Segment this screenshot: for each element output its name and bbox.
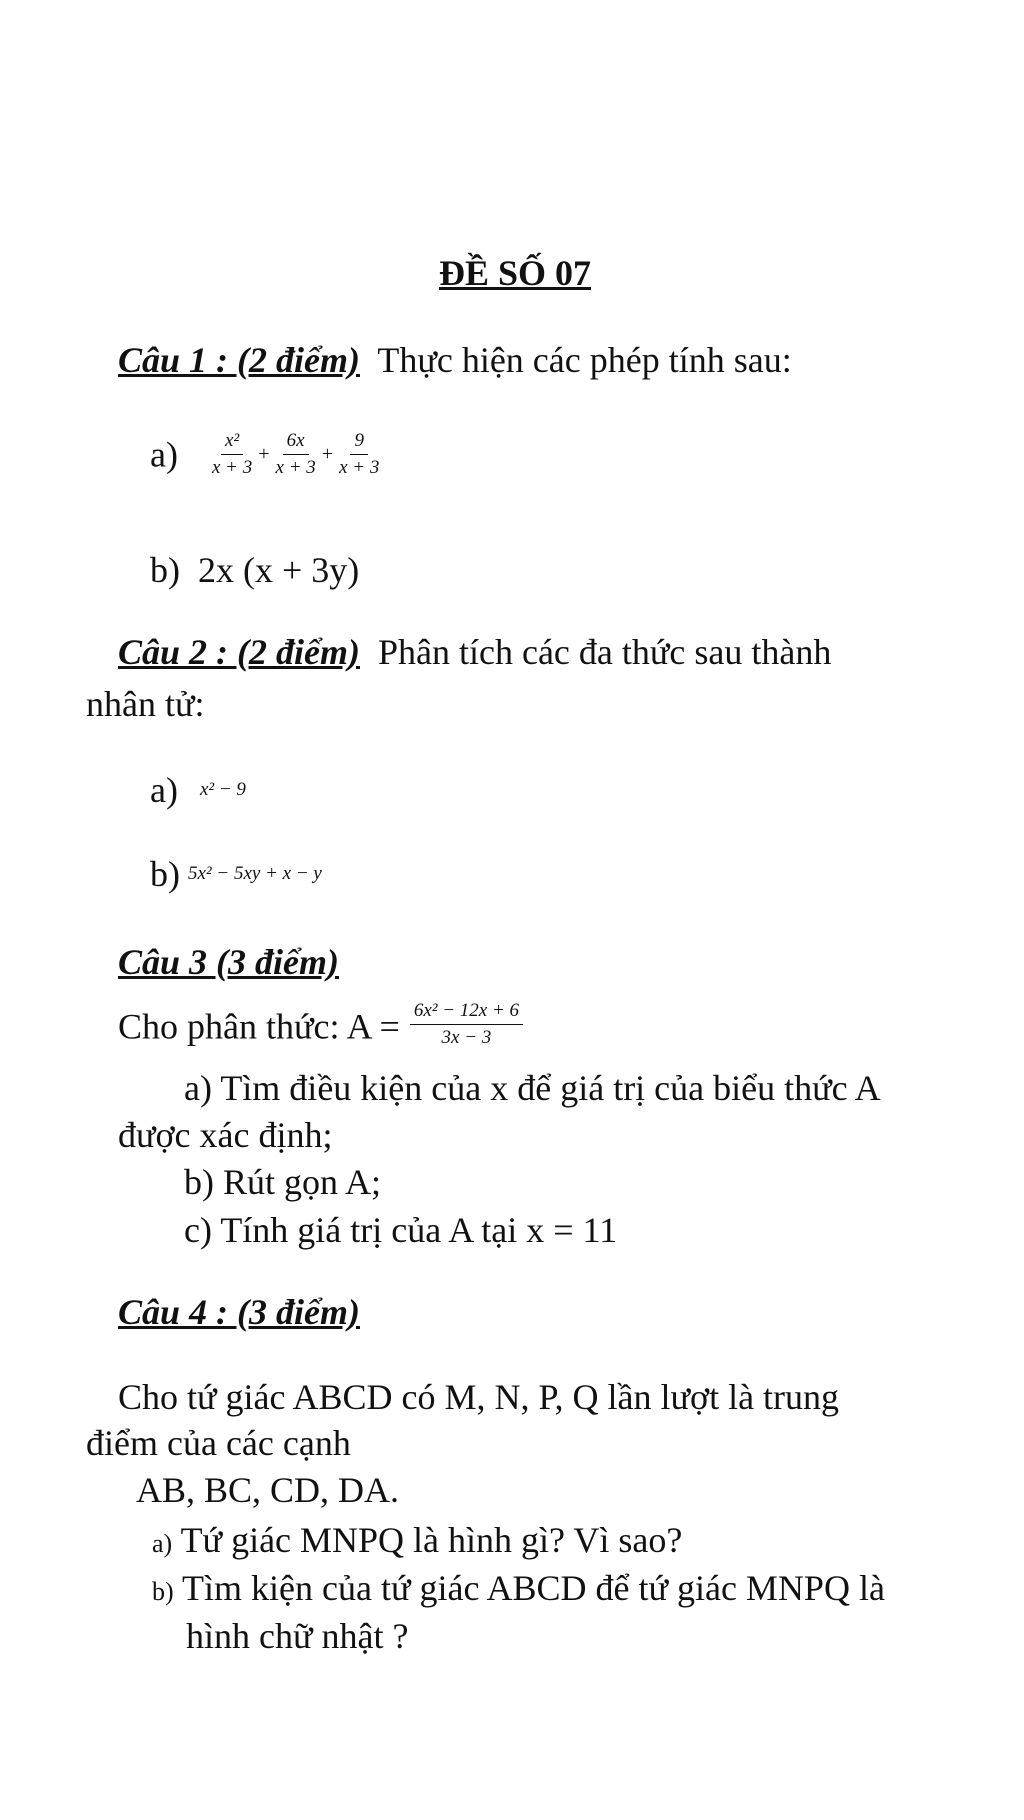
q3b-text: b) Rút gọn A; — [184, 1162, 382, 1202]
fraction-denominator: x + 3 — [339, 456, 380, 478]
q4b-text-line1: Tìm kiện của tứ giác ABCD để tứ giác MNPQ là — [182, 1568, 885, 1608]
fraction-denominator: x + 3 — [275, 456, 316, 478]
q2a-label: a) — [150, 770, 178, 810]
question-3-heading — [118, 940, 339, 984]
q1a-fraction-3 — [335, 430, 383, 479]
question-2b — [150, 852, 322, 896]
question-4-heading-text: Câu 4 : (3 điểm) — [118, 1292, 360, 1332]
fraction-numerator: 6x² − 12x + 6 — [410, 1000, 523, 1025]
question-2a — [150, 768, 246, 812]
q2b-label: b) — [150, 854, 180, 894]
fraction-denominator: 3x − 3 — [441, 1026, 492, 1048]
q4b-text-line2: hình chữ nhật ? — [186, 1616, 409, 1656]
q3a-line2: được xác định; — [118, 1115, 333, 1155]
fraction-denominator: x + 3 — [211, 456, 253, 478]
q3c-text: c) Tính giá trị của A tại x = 11 — [184, 1210, 618, 1250]
question-1-heading: Câu 1 : (2 điểm) — [118, 340, 360, 380]
q4a-text: Tứ giác MNPQ là hình gì? Vì sao? — [180, 1520, 683, 1560]
question-2-heading: Câu 2 : (2 điểm) — [118, 632, 360, 672]
plus-sign: + — [321, 442, 334, 465]
q3a-line1: a) Tìm điều kiện của x để giá trị của biểu thức A — [184, 1068, 881, 1108]
question-3-intro — [118, 1000, 523, 1049]
q1a-fraction-2 — [272, 430, 320, 479]
q3-fraction — [410, 1000, 523, 1049]
question-4a — [152, 1518, 682, 1566]
fraction-numerator: 9 — [350, 430, 368, 455]
q4-intro-line2: điểm của các cạnh — [86, 1423, 351, 1463]
question-2-prompt: Phân tích các đa thức sau thành — [377, 632, 832, 672]
q4b-label: b) — [152, 1577, 174, 1606]
q4-intro-line3: AB, BC, CD, DA. — [136, 1470, 400, 1510]
question-1a — [150, 430, 383, 479]
q1a-label: a) — [150, 434, 178, 475]
question-4-heading — [118, 1290, 360, 1334]
q2a-expression: x² − 9 — [199, 779, 246, 800]
q1b-expression: 2x (x + 3y) — [198, 550, 360, 590]
fraction-numerator: 6x — [283, 430, 309, 455]
question-1-prompt: Thực hiện các phép tính sau: — [377, 340, 792, 380]
q3-intro-text: Cho phân thức: A = — [118, 1006, 400, 1047]
question-3-heading-text: Câu 3 (3 điểm) — [118, 942, 339, 982]
plus-sign: + — [258, 442, 270, 465]
question-2 — [118, 630, 831, 674]
question-2-prompt-line2: nhân tử: — [86, 684, 205, 724]
question-1b — [150, 548, 359, 592]
q4a-label: a) — [152, 1529, 173, 1558]
q4-intro-line1: Cho tứ giác ABCD có M, N, P, Q lần lượt là trung — [118, 1377, 840, 1417]
q2b-expression: 5x² − 5xy + x − y — [188, 863, 322, 884]
fraction-numerator: x² — [221, 430, 243, 455]
q1b-label: b) — [150, 550, 180, 590]
question-4b — [152, 1566, 885, 1614]
q1a-fraction-1 — [208, 430, 256, 479]
question-1 — [118, 338, 792, 382]
page-title: ĐỀ SỐ 07 — [439, 253, 592, 293]
